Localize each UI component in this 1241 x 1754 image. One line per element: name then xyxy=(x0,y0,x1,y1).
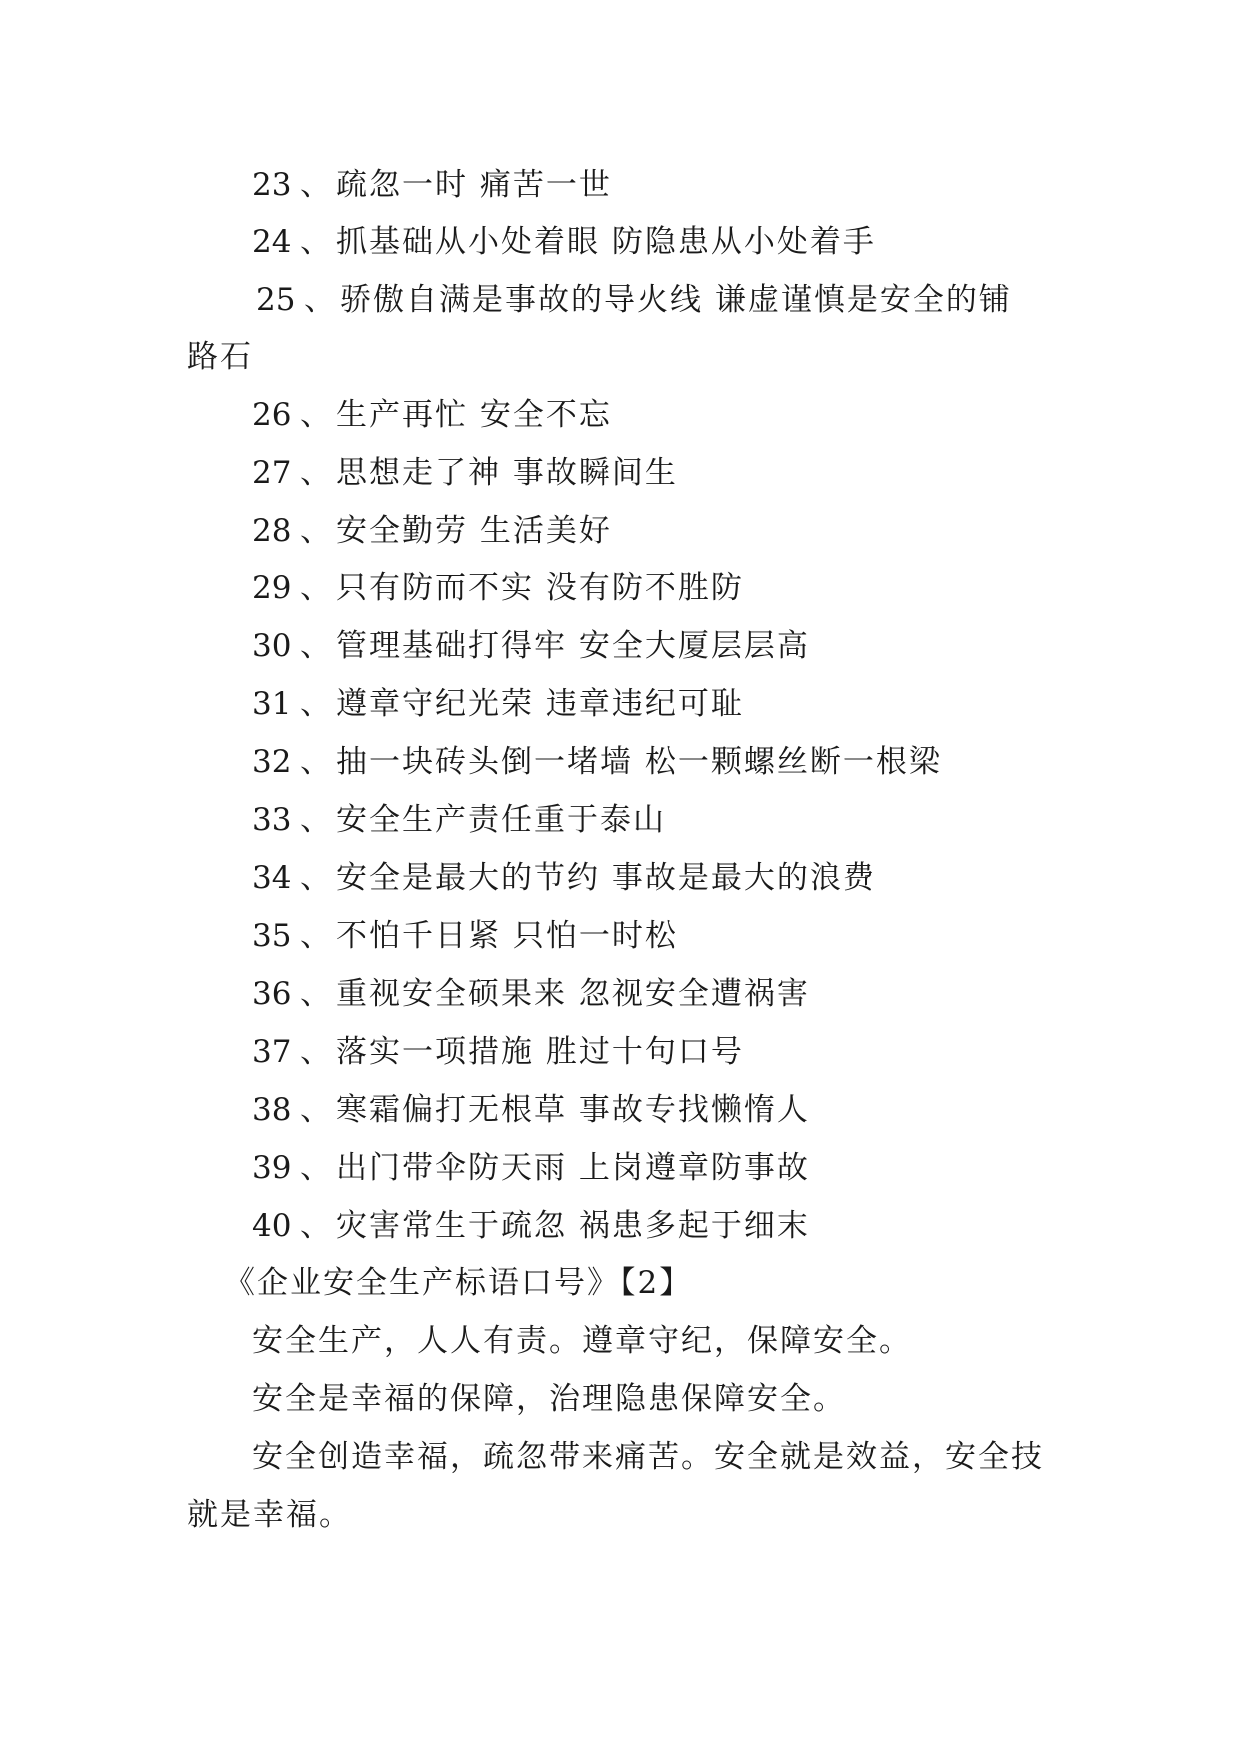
paragraph: 安全创造幸福，疏忽带来痛苦。安全就是效益，安全技 xyxy=(252,1439,1044,1475)
slogan-text: 管理基础打得牢 安全大厦层层高 xyxy=(336,628,810,664)
slogan-text: 思想走了神 事故瞬间生 xyxy=(336,455,678,491)
slogan-item xyxy=(252,568,744,608)
section-title: 《企业安全生产标语口号》【2】 xyxy=(224,1265,693,1301)
paragraph-continuation: 就是幸福。 xyxy=(187,1497,352,1533)
slogan-separator: 、 xyxy=(300,397,333,433)
slogan-item xyxy=(252,974,810,1014)
slogan-text: 安全是最大的节约 事故是最大的浪费 xyxy=(336,860,876,896)
slogan-text: 重视安全硕果来 忽视安全遭祸害 xyxy=(336,976,810,1012)
slogan-number: 39 xyxy=(252,1150,292,1186)
slogan-text: 出门带伞防天雨 上岗遵章防事故 xyxy=(336,1150,810,1186)
slogan-item xyxy=(252,1206,810,1246)
slogan-text: 安全生产责任重于泰山 xyxy=(336,802,666,838)
slogan-separator: 、 xyxy=(300,686,333,722)
slogan-number: 32 xyxy=(252,744,292,780)
slogan-item xyxy=(252,165,612,205)
paragraph: 安全是幸福的保障，治理隐患保障安全。 xyxy=(252,1381,846,1417)
slogan-number: 30 xyxy=(252,628,292,664)
slogan-separator: 、 xyxy=(304,282,337,318)
slogan-item xyxy=(252,858,876,898)
slogan-separator: 、 xyxy=(300,1092,333,1128)
slogan-separator: 、 xyxy=(300,918,333,954)
slogan-separator: 、 xyxy=(300,628,333,664)
slogan-item xyxy=(252,395,612,435)
slogan-separator: 、 xyxy=(300,224,333,260)
slogan-number: 27 xyxy=(252,455,292,491)
slogan-number: 34 xyxy=(252,860,292,896)
slogan-item xyxy=(252,1148,810,1188)
slogan-text: 不怕千日紧 只怕一时松 xyxy=(336,918,678,954)
slogan-item xyxy=(252,626,810,666)
slogan-number: 24 xyxy=(252,224,292,260)
slogan-separator: 、 xyxy=(300,1150,333,1186)
slogan-text: 遵章守纪光荣 违章违纪可耻 xyxy=(336,686,744,722)
slogan-separator: 、 xyxy=(300,167,333,203)
slogan-number: 23 xyxy=(252,167,292,203)
slogan-item xyxy=(252,1032,744,1072)
slogan-number: 29 xyxy=(252,570,292,606)
slogan-item xyxy=(252,222,876,262)
slogan-text: 落实一项措施 胜过十句口号 xyxy=(336,1034,744,1070)
slogan-separator: 、 xyxy=(300,455,333,491)
slogan-item xyxy=(252,742,942,782)
slogan-number: 35 xyxy=(252,918,292,954)
slogan-text: 只有防而不实 没有防不胜防 xyxy=(336,570,744,606)
slogan-number: 36 xyxy=(252,976,292,1012)
slogan-text: 灾害常生于疏忽 祸患多起于细末 xyxy=(336,1208,810,1244)
slogan-separator: 、 xyxy=(300,744,333,780)
slogan-number: 37 xyxy=(252,1034,292,1070)
slogan-separator: 、 xyxy=(300,860,333,896)
slogan-continuation: 路石 xyxy=(187,339,253,375)
slogan-text: 生产再忙 安全不忘 xyxy=(336,397,612,433)
slogan-item xyxy=(252,684,744,724)
slogan-number: 31 xyxy=(252,686,292,722)
paragraph: 安全生产，人人有责。遵章守纪，保障安全。 xyxy=(252,1323,912,1359)
slogan-number: 33 xyxy=(252,802,292,838)
slogan-number: 25 xyxy=(256,282,296,318)
slogan-separator: 、 xyxy=(300,513,333,549)
slogan-separator: 、 xyxy=(300,1034,333,1070)
slogan-text: 安全勤劳 生活美好 xyxy=(336,513,612,549)
slogan-item xyxy=(252,453,678,493)
slogan-item xyxy=(252,800,666,840)
slogan-item xyxy=(252,1090,810,1130)
slogan-text: 寒霜偏打无根草 事故专找懒惰人 xyxy=(336,1092,810,1128)
slogan-number: 40 xyxy=(252,1208,292,1244)
slogan-text: 疏忽一时 痛苦一世 xyxy=(336,167,612,203)
slogan-separator: 、 xyxy=(300,570,333,606)
slogan-number: 28 xyxy=(252,513,292,549)
slogan-separator: 、 xyxy=(300,802,333,838)
slogan-text: 骄傲自满是事故的导火线 谦虚谨慎是安全的铺 xyxy=(340,282,1012,318)
slogan-separator: 、 xyxy=(300,1208,333,1244)
slogan-item xyxy=(252,511,612,551)
slogan-separator: 、 xyxy=(300,976,333,1012)
slogan-number: 38 xyxy=(252,1092,292,1128)
slogan-number: 26 xyxy=(252,397,292,433)
slogan-text: 抽一块砖头倒一堵墙 松一颗螺丝断一根梁 xyxy=(336,744,942,780)
slogan-text: 抓基础从小处着眼 防隐患从小处着手 xyxy=(336,224,876,260)
slogan-item xyxy=(252,916,678,956)
slogan-item xyxy=(256,280,1012,320)
